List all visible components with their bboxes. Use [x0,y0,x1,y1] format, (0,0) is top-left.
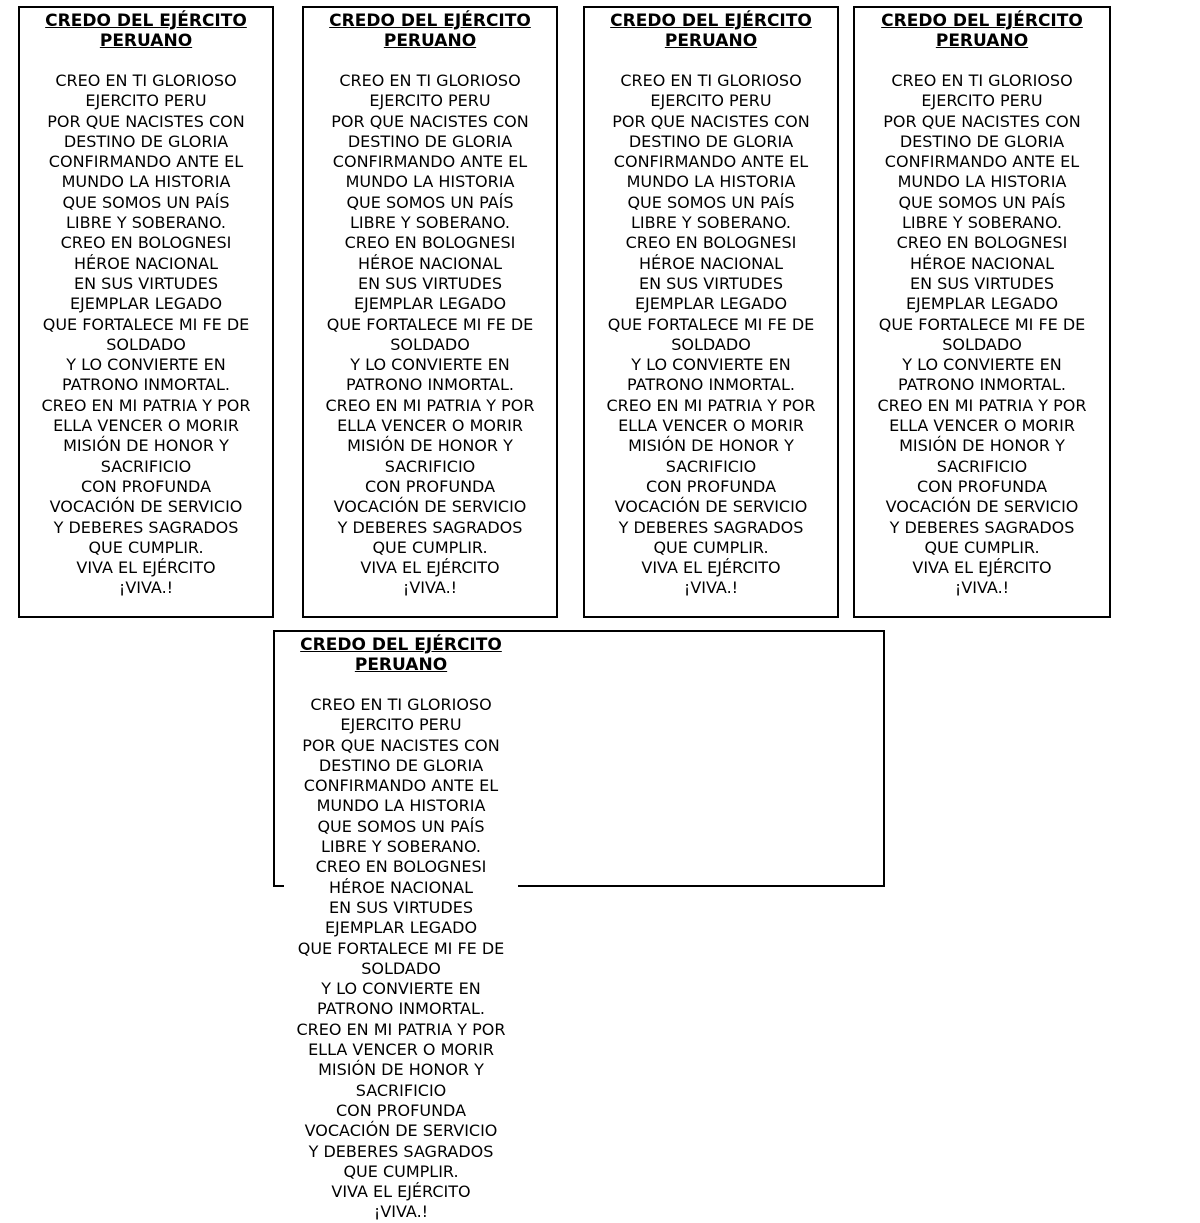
credo-line: SACRIFICIO [936,456,1028,476]
credo-line: QUE FORTALECE MI FE DE [878,314,1086,334]
credo-title-line-2: PERUANO [935,31,1029,51]
credo-line: CREO EN MI PATRIA Y POR [296,1019,506,1039]
credo-line: EJEMPLAR LEGADO [69,294,223,314]
credo-line: Y LO CONVIERTE EN [321,979,481,999]
credo-line: QUE CUMPLIR. [653,537,769,557]
credo-line: POR QUE NACISTES CON [331,111,529,131]
credo-line: ELLA VENCER O MORIR [618,416,804,436]
credo-line: MISIÓN DE HONOR Y [628,436,794,456]
credo-line: CREO EN TI GLORIOSO [310,695,492,714]
credo-line: MUNDO LA HISTORIA [345,172,515,192]
credo-line: ¡VIVA.! [954,578,1010,598]
credo-line: CREO EN TI GLORIOSO [620,71,802,90]
credo-line: PATRONO INMORTAL. [62,375,230,395]
credo-line: SACRIFICIO [100,456,192,476]
credo-line: PATRONO INMORTAL. [898,375,1066,395]
credo-line: SOLDADO [942,334,1022,354]
credo-line: MISIÓN DE HONOR Y [347,436,513,456]
credo-line: EJEMPLAR LEGADO [905,294,1059,314]
credo-line: ¡VIVA.! [118,578,174,598]
credo-line: CREO EN MI PATRIA Y POR [877,395,1087,415]
credo-line: CON PROFUNDA [364,476,496,496]
credo-line: QUE SOMOS UN PAÍS [898,192,1066,212]
credo-line: Y DEBERES SAGRADOS [618,517,804,537]
credo-line: LIBRE Y SOBERANO. [349,213,511,233]
credo-line: LIBRE Y SOBERANO. [901,213,1063,233]
credo-line: CONFIRMANDO ANTE EL [303,776,499,796]
credo-title-line-2: PERUANO [99,31,193,51]
credo-line: Y DEBERES SAGRADOS [889,517,1075,537]
credo-line: HÉROE NACIONAL [329,877,473,897]
credo-text [585,71,837,599]
credo-line: CREO EN BOLOGNESI [60,233,232,253]
credo-title-line-2: PERUANO [664,31,758,51]
credo-line: DESTINO DE GLORIA [318,755,484,775]
credo-card-3 [585,11,837,599]
credo-line: EJERCITO PERU [369,91,491,111]
credo-title-line-1: CREDO DEL EJÉRCITO [881,11,1083,31]
credo-line: SOLDADO [361,958,441,978]
credo-card-2 [304,11,556,599]
credo-line: MUNDO LA HISTORIA [626,172,796,192]
credo-line: ELLA VENCER O MORIR [889,416,1075,436]
credo-line: Y LO CONVIERTE EN [902,355,1062,375]
credo-line: VIVA EL EJÉRCITO [912,558,1052,578]
credo-line: POR QUE NACISTES CON [612,111,810,131]
credo-line: EJEMPLAR LEGADO [324,918,478,938]
credo-line: EJERCITO PERU [85,91,207,111]
credo-line: MISIÓN DE HONOR Y [63,436,229,456]
credo-line: CON PROFUNDA [645,476,777,496]
credo-line: CREO EN BOLOGNESI [896,233,1068,253]
credo-line: QUE FORTALECE MI FE DE [42,314,250,334]
credo-line: Y DEBERES SAGRADOS [53,517,239,537]
credo-line: HÉROE NACIONAL [639,253,783,273]
credo-line: ¡VIVA.! [402,578,458,598]
credo-line: EJEMPLAR LEGADO [634,294,788,314]
credo-line: VIVA EL EJÉRCITO [76,558,216,578]
credo-line: QUE CUMPLIR. [924,537,1040,557]
credo-line: EN SUS VIRTUDES [329,897,473,917]
credo-line: CREO EN MI PATRIA Y POR [606,395,816,415]
credo-line: ¡VIVA.! [373,1202,429,1222]
credo-line: MUNDO LA HISTORIA [61,172,231,192]
credo-line: LIBRE Y SOBERANO. [320,837,482,857]
credo-line: QUE SOMOS UN PAÍS [317,816,485,836]
credo-line: VOCACIÓN DE SERVICIO [304,1121,498,1141]
credo-line: QUE FORTALECE MI FE DE [326,314,534,334]
credo-line: DESTINO DE GLORIA [628,131,794,151]
credo-line: EJEMPLAR LEGADO [353,294,507,314]
credo-line: EN SUS VIRTUDES [74,273,218,293]
credo-line: CREO EN MI PATRIA Y POR [325,395,535,415]
credo-line: LIBRE Y SOBERANO. [630,213,792,233]
credo-line: MISIÓN DE HONOR Y [899,436,1065,456]
credo-line: DESTINO DE GLORIA [63,131,229,151]
credo-line: CREO EN BOLOGNESI [344,233,516,253]
credo-line: Y DEBERES SAGRADOS [308,1141,494,1161]
credo-line: VIVA EL EJÉRCITO [360,558,500,578]
credo-line: ELLA VENCER O MORIR [53,416,239,436]
credo-line: ELLA VENCER O MORIR [308,1040,494,1060]
credo-line: SACRIFICIO [355,1080,447,1100]
credo-line: VIVA EL EJÉRCITO [641,558,781,578]
credo-line: MUNDO LA HISTORIA [316,796,486,816]
credo-title-line-1: CREDO DEL EJÉRCITO [610,11,812,31]
credo-line: CREO EN MI PATRIA Y POR [41,395,251,415]
credo-line: HÉROE NACIONAL [910,253,1054,273]
credo-line: CON PROFUNDA [80,476,212,496]
credo-line: VOCACIÓN DE SERVICIO [333,497,527,517]
credo-line: QUE SOMOS UN PAÍS [627,192,795,212]
credo-line: PATRONO INMORTAL. [627,375,795,395]
credo-line: QUE CUMPLIR. [88,537,204,557]
credo-line: HÉROE NACIONAL [358,253,502,273]
credo-title-line-2: PERUANO [383,31,477,51]
credo-line: CONFIRMANDO ANTE EL [613,152,809,172]
credo-line: SACRIFICIO [665,456,757,476]
credo-line: Y LO CONVIERTE EN [350,355,510,375]
credo-line: CONFIRMANDO ANTE EL [48,152,244,172]
credo-line: QUE CUMPLIR. [372,537,488,557]
credo-line: CREO EN TI GLORIOSO [339,71,521,90]
credo-line: SOLDADO [390,334,470,354]
credo-line: Y LO CONVIERTE EN [631,355,791,375]
credo-card-4 [856,11,1108,599]
credo-card-5 [275,635,527,1223]
credo-line: MUNDO LA HISTORIA [897,172,1067,192]
credo-line: CREO EN BOLOGNESI [625,233,797,253]
credo-line: CON PROFUNDA [916,476,1048,496]
credo-line: POR QUE NACISTES CON [302,735,500,755]
credo-line: PATRONO INMORTAL. [346,375,514,395]
credo-text [275,695,527,1223]
credo-line: LIBRE Y SOBERANO. [65,213,227,233]
credo-line: SOLDADO [106,334,186,354]
credo-card-1 [20,11,272,599]
credo-line: QUE SOMOS UN PAÍS [346,192,514,212]
credo-line: Y DEBERES SAGRADOS [337,517,523,537]
credo-line: ELLA VENCER O MORIR [337,416,523,436]
credo-line: SACRIFICIO [384,456,476,476]
credo-line: EJERCITO PERU [921,91,1043,111]
credo-line: POR QUE NACISTES CON [883,111,1081,131]
credo-line: EN SUS VIRTUDES [639,273,783,293]
credo-title-line-1: CREDO DEL EJÉRCITO [45,11,247,31]
credo-line: EN SUS VIRTUDES [358,273,502,293]
credo-line: QUE FORTALECE MI FE DE [297,938,505,958]
credo-line: ¡VIVA.! [683,578,739,598]
credo-line: CON PROFUNDA [335,1100,467,1120]
credo-text [20,71,272,599]
credo-line: VOCACIÓN DE SERVICIO [614,497,808,517]
credo-text [304,71,556,599]
credo-title-line-2: PERUANO [354,655,448,675]
credo-line: HÉROE NACIONAL [74,253,218,273]
credo-line: QUE CUMPLIR. [343,1161,459,1181]
credo-line: CONFIRMANDO ANTE EL [884,152,1080,172]
credo-line: QUE SOMOS UN PAÍS [62,192,230,212]
credo-line: CREO EN BOLOGNESI [315,857,487,877]
credo-line: EJERCITO PERU [650,91,772,111]
credo-line: DESTINO DE GLORIA [899,131,1065,151]
credo-line: EN SUS VIRTUDES [910,273,1054,293]
credo-line: Y LO CONVIERTE EN [66,355,226,375]
credo-line: CREO EN TI GLORIOSO [55,71,237,90]
credo-line: DESTINO DE GLORIA [347,131,513,151]
credo-line: VIVA EL EJÉRCITO [331,1182,471,1202]
credo-line: CONFIRMANDO ANTE EL [332,152,528,172]
credo-line: PATRONO INMORTAL. [317,999,485,1019]
credo-line: QUE FORTALECE MI FE DE [607,314,815,334]
credo-text [856,71,1108,599]
credo-line: CREO EN TI GLORIOSO [891,71,1073,90]
credo-title-line-1: CREDO DEL EJÉRCITO [300,635,502,655]
credo-title-line-1: CREDO DEL EJÉRCITO [329,11,531,31]
credo-line: EJERCITO PERU [340,715,462,735]
credo-line: SOLDADO [671,334,751,354]
credo-line: VOCACIÓN DE SERVICIO [49,497,243,517]
credo-line: VOCACIÓN DE SERVICIO [885,497,1079,517]
credo-line: POR QUE NACISTES CON [47,111,245,131]
credo-line: MISIÓN DE HONOR Y [318,1060,484,1080]
